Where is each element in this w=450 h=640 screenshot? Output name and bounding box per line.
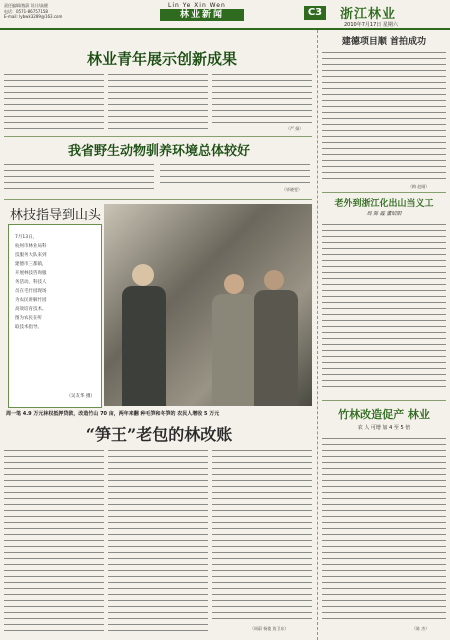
caption-line: 开展林技咨询服: [15, 271, 47, 276]
article-body-column: [108, 448, 208, 634]
article-divider: [4, 136, 312, 137]
caption-line: 建德市三都镇，: [15, 262, 47, 267]
sidebar-headline: 老外到浙江化出山当义工: [334, 199, 434, 209]
person-head: [132, 264, 154, 286]
article-byline: （严 娟）: [286, 126, 304, 131]
caption-line: 高效培育技术。: [15, 307, 47, 312]
person-figure: [212, 294, 256, 406]
sidebar-divider: [322, 400, 446, 401]
sidebar-subtitle: 农 人 可增 加 4 至 5 倍: [357, 425, 411, 431]
article-body-column: [212, 72, 312, 126]
article-kicker: 周一笔 4.9 万元林权抵押贷款，改造竹山 70 亩，两年来翻 种毛笋和冬笋的 农民人增收 5 万元: [6, 411, 220, 417]
sidebar-body: [322, 436, 446, 624]
page-number: C3: [304, 6, 326, 20]
article-headline: “笋王”老包的林改账: [85, 425, 233, 444]
caption-line: 取技术指导。: [15, 325, 42, 330]
caption-line: 为农民讲解竹园: [15, 298, 47, 303]
photo-caption: [15, 233, 95, 332]
article-body-column: [212, 448, 312, 624]
article-headline: 我省野生动物驯养环境总体较好: [67, 144, 250, 159]
caption-line: 技服务大队来到: [15, 253, 47, 258]
person-figure: [254, 290, 298, 406]
sidebar-headline: 竹林改造促产 林业: [338, 408, 430, 421]
article-body-column: [108, 72, 208, 132]
editor-info: [4, 3, 124, 20]
section-title: 林业新闻: [160, 9, 244, 21]
photo-feature-title: 林技指导到山头: [10, 208, 102, 223]
article-body-column: [4, 72, 104, 132]
caption-line: 务活动。科技人: [15, 280, 47, 285]
person-head: [224, 274, 244, 294]
caption-line: 杭州市林业局科: [15, 244, 47, 249]
newspaper-masthead: 浙江林业: [340, 7, 397, 22]
email-line: E-mail: lybwk3289@163.com: [4, 14, 63, 19]
sidebar-divider: [322, 192, 446, 193]
photo-credit: （吴友华 摄）: [66, 394, 95, 399]
sidebar-byline: （梅 赵刚）: [408, 184, 430, 189]
article-byline: （周蔚 杨俊 詹卫东）: [250, 626, 289, 631]
caption-line: 图为农民在听: [15, 316, 42, 321]
person-head: [264, 270, 284, 290]
sidebar-byline: （陈 杰）: [412, 626, 430, 631]
article-body-column: [4, 448, 104, 634]
sidebar-body: [322, 222, 446, 392]
sidebar-byline: 周 陈 霞 董昭阳: [366, 211, 402, 217]
sidebar-headline: 建德项目顺 首拍成功: [341, 37, 427, 47]
caption-line: 7月13日，: [15, 235, 38, 240]
photo-caption-box: [8, 224, 102, 408]
article-byline: （毕晓雯）: [282, 187, 302, 192]
news-photo: [104, 204, 312, 406]
sidebar-body: [322, 50, 446, 182]
article-body-column: [160, 162, 310, 186]
caption-line: 员在毛竹园现场: [15, 289, 47, 294]
issue-date: 2010年7月17日 星期六: [344, 22, 398, 28]
editor-line: 责任编辑/敖蔚 设计/高健: [4, 3, 48, 8]
phone-line: 电话：0571-86757158: [4, 8, 48, 14]
photo-divider: [4, 199, 312, 200]
person-figure: [122, 286, 166, 406]
article-headline: 林业青年展示创新成果: [86, 50, 237, 68]
section-pinyin: Lin Ye Xin Wen: [168, 2, 226, 9]
article-body-column: [4, 162, 154, 192]
